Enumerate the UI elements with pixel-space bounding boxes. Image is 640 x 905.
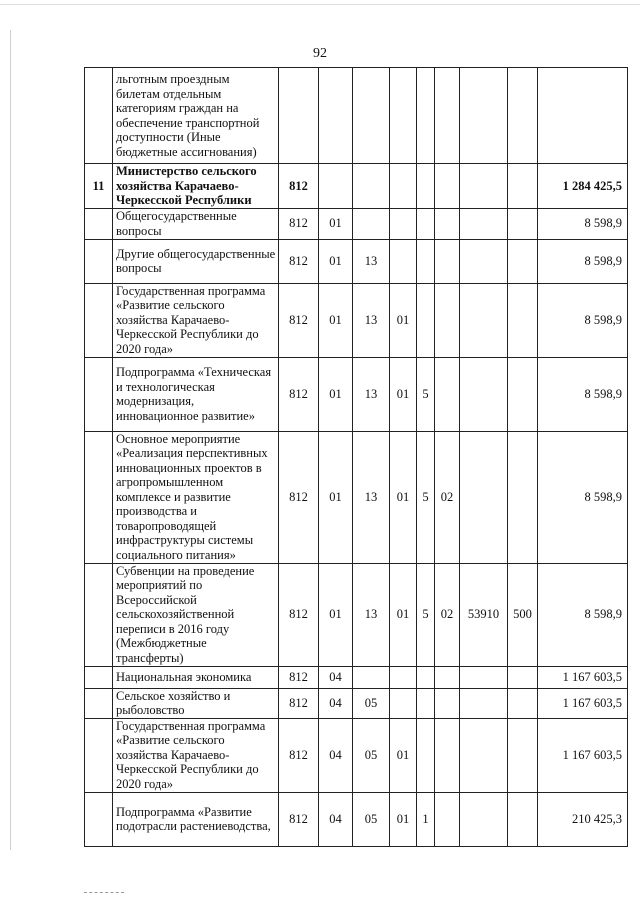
row-number-cell [85, 688, 113, 718]
item-name-cell: льготным проездным билетам отдельным категориям граждан на обеспечение транспортной доступности (Иные бюджетные ассигнования) [113, 68, 279, 164]
ministry-code-cell: 812 [279, 792, 319, 846]
ministry-code-cell: 812 [279, 164, 319, 209]
subsection-code-cell: 13 [353, 357, 390, 431]
section-code-cell [319, 68, 353, 164]
table-row [85, 688, 628, 718]
table-row [85, 68, 628, 164]
direction-code-cell [460, 208, 508, 239]
table-row [85, 239, 628, 283]
scan-artifact [84, 892, 124, 895]
subprogram-code-cell: 1 [417, 792, 435, 846]
expense-type-code-cell [508, 666, 538, 688]
item-name-cell: Общегосударственные вопросы [113, 208, 279, 239]
subsection-code-cell: 13 [353, 283, 390, 357]
program-code-cell [390, 164, 417, 209]
ministry-code-cell: 812 [279, 283, 319, 357]
table-row [85, 283, 628, 357]
section-code-cell: 04 [319, 792, 353, 846]
row-number-cell [85, 718, 113, 792]
amount-cell: 8 598,9 [538, 357, 628, 431]
event-code-cell [435, 666, 460, 688]
ministry-code-cell [279, 68, 319, 164]
program-code-cell [390, 239, 417, 283]
item-name-cell: Сельское хозяйство и рыболовство [113, 688, 279, 718]
amount-cell: 1 284 425,5 [538, 164, 628, 209]
subsection-code-cell: 05 [353, 688, 390, 718]
ministry-code-cell: 812 [279, 357, 319, 431]
ministry-code-cell: 812 [279, 208, 319, 239]
subprogram-code-cell: 5 [417, 357, 435, 431]
subsection-code-cell [353, 666, 390, 688]
section-code-cell: 04 [319, 718, 353, 792]
item-name-cell: Субвенции на проведение мероприятий по Всероссийской сельскохозяйственной переписи в 2016 году (Межбюджетные трансферты) [113, 563, 279, 666]
row-number-cell [85, 283, 113, 357]
item-name-cell: Другие общегосударственные вопросы [113, 239, 279, 283]
row-number-cell [85, 357, 113, 431]
subsection-code-cell [353, 164, 390, 209]
subprogram-code-cell [417, 718, 435, 792]
row-number-cell: 11 [85, 164, 113, 209]
expense-type-code-cell: 500 [508, 563, 538, 666]
section-code-cell: 01 [319, 283, 353, 357]
item-name-cell: Подпрограмма «Развитие подотрасли растениеводства, [113, 792, 279, 846]
table-row [85, 164, 628, 209]
subprogram-code-cell [417, 688, 435, 718]
program-code-cell: 01 [390, 431, 417, 563]
amount-cell: 210 425,3 [538, 792, 628, 846]
table-row [85, 357, 628, 431]
amount-cell: 1 167 603,5 [538, 718, 628, 792]
item-name-cell: Подпрограмма «Техническая и технологическая модернизация, инновационное развитие» [113, 357, 279, 431]
amount-cell [538, 68, 628, 164]
event-code-cell [435, 357, 460, 431]
budget-table [84, 67, 628, 847]
subsection-code-cell [353, 208, 390, 239]
row-number-cell [85, 68, 113, 164]
direction-code-cell [460, 666, 508, 688]
event-code-cell [435, 164, 460, 209]
expense-type-code-cell [508, 792, 538, 846]
subsection-code-cell: 05 [353, 718, 390, 792]
event-code-cell [435, 68, 460, 164]
scan-edge [0, 0, 640, 5]
subprogram-code-cell: 5 [417, 431, 435, 563]
subprogram-code-cell [417, 208, 435, 239]
direction-code-cell [460, 357, 508, 431]
event-code-cell [435, 792, 460, 846]
table-row [85, 792, 628, 846]
direction-code-cell [460, 68, 508, 164]
event-code-cell: 02 [435, 563, 460, 666]
scan-margin-line [10, 30, 11, 850]
amount-cell: 8 598,9 [538, 431, 628, 563]
direction-code-cell [460, 792, 508, 846]
event-code-cell [435, 718, 460, 792]
section-code-cell: 01 [319, 239, 353, 283]
expense-type-code-cell [508, 239, 538, 283]
subsection-code-cell: 13 [353, 431, 390, 563]
program-code-cell: 01 [390, 563, 417, 666]
ministry-code-cell: 812 [279, 239, 319, 283]
program-code-cell [390, 68, 417, 164]
program-code-cell: 01 [390, 357, 417, 431]
program-code-cell: 01 [390, 283, 417, 357]
direction-code-cell [460, 239, 508, 283]
subprogram-code-cell [417, 239, 435, 283]
item-name-cell: Основное мероприятие «Реализация перспективных инновационных проектов в агропромышленном комплексе и развитие производства и товаропроводящей инфраструктуры системы социального питания» [113, 431, 279, 563]
table-row [85, 718, 628, 792]
expense-type-code-cell [508, 357, 538, 431]
section-code-cell: 04 [319, 688, 353, 718]
row-number-cell [85, 666, 113, 688]
amount-cell: 8 598,9 [538, 239, 628, 283]
row-number-cell [85, 431, 113, 563]
subprogram-code-cell [417, 283, 435, 357]
direction-code-cell [460, 718, 508, 792]
event-code-cell [435, 208, 460, 239]
amount-cell: 1 167 603,5 [538, 666, 628, 688]
page-number: 92 [313, 46, 327, 61]
event-code-cell: 02 [435, 431, 460, 563]
ministry-code-cell: 812 [279, 688, 319, 718]
expense-type-code-cell [508, 718, 538, 792]
program-code-cell [390, 688, 417, 718]
section-code-cell [319, 164, 353, 209]
direction-code-cell: 53910 [460, 563, 508, 666]
section-code-cell: 01 [319, 208, 353, 239]
subprogram-code-cell: 5 [417, 563, 435, 666]
item-name-cell: Государственная программа «Развитие сельского хозяйства Карачаево-Черкесской Республики до 2020 года» [113, 718, 279, 792]
row-number-cell [85, 239, 113, 283]
expense-type-code-cell [508, 68, 538, 164]
event-code-cell [435, 688, 460, 718]
direction-code-cell [460, 283, 508, 357]
program-code-cell: 01 [390, 718, 417, 792]
event-code-cell [435, 283, 460, 357]
section-code-cell: 01 [319, 357, 353, 431]
subsection-code-cell [353, 68, 390, 164]
amount-cell: 8 598,9 [538, 283, 628, 357]
expense-type-code-cell [508, 688, 538, 718]
section-code-cell: 01 [319, 431, 353, 563]
expense-type-code-cell [508, 431, 538, 563]
direction-code-cell [460, 164, 508, 209]
subprogram-code-cell [417, 68, 435, 164]
table-row [85, 563, 628, 666]
ministry-code-cell: 812 [279, 431, 319, 563]
subprogram-code-cell [417, 666, 435, 688]
item-name-cell: Национальная экономика [113, 666, 279, 688]
amount-cell: 8 598,9 [538, 563, 628, 666]
ministry-code-cell: 812 [279, 718, 319, 792]
row-number-cell [85, 792, 113, 846]
direction-code-cell [460, 431, 508, 563]
subsection-code-cell: 05 [353, 792, 390, 846]
program-code-cell: 01 [390, 792, 417, 846]
expense-type-code-cell [508, 283, 538, 357]
table-body [85, 68, 628, 847]
program-code-cell [390, 208, 417, 239]
table-row [85, 666, 628, 688]
direction-code-cell [460, 688, 508, 718]
expense-type-code-cell [508, 208, 538, 239]
ministry-code-cell: 812 [279, 666, 319, 688]
amount-cell: 1 167 603,5 [538, 688, 628, 718]
table-row [85, 208, 628, 239]
ministry-code-cell: 812 [279, 563, 319, 666]
row-number-cell [85, 208, 113, 239]
amount-cell: 8 598,9 [538, 208, 628, 239]
subsection-code-cell: 13 [353, 563, 390, 666]
section-code-cell: 04 [319, 666, 353, 688]
table-row [85, 431, 628, 563]
expense-type-code-cell [508, 164, 538, 209]
event-code-cell [435, 239, 460, 283]
item-name-cell: Государственная программа «Развитие сельского хозяйства Карачаево-Черкесской Республики до 2020 года» [113, 283, 279, 357]
item-name-cell: Министерство сельского хозяйства Карачаево-Черкесской Республики [113, 164, 279, 209]
subprogram-code-cell [417, 164, 435, 209]
row-number-cell [85, 563, 113, 666]
program-code-cell [390, 666, 417, 688]
subsection-code-cell: 13 [353, 239, 390, 283]
section-code-cell: 01 [319, 563, 353, 666]
